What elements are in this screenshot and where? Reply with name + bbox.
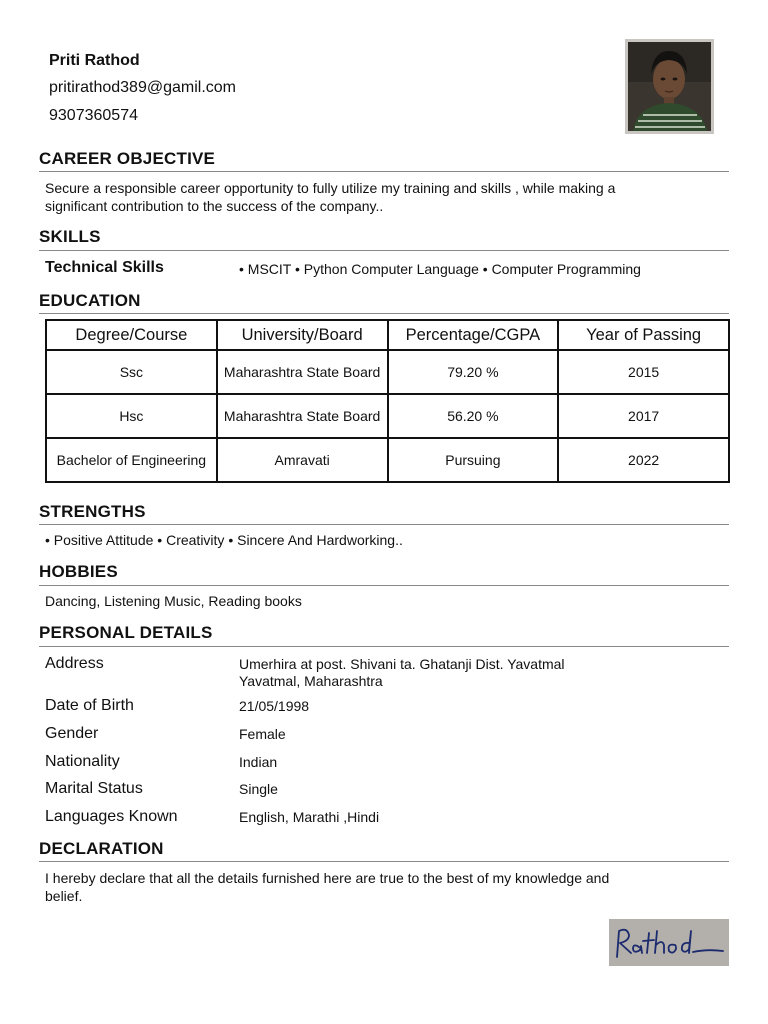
gender-label: Gender: [45, 725, 99, 742]
nationality-value: Indian: [239, 754, 278, 770]
profile-photo: [625, 39, 714, 134]
phone-number: 9307360574: [49, 107, 138, 124]
year-cell: 2017: [558, 394, 729, 438]
address-line: Yavatmal, Maharashtra: [239, 673, 383, 689]
signature-image: [609, 919, 729, 966]
marital-status-value: Single: [239, 781, 278, 797]
section-divider: [39, 171, 729, 172]
declaration-line: belief.: [45, 888, 83, 904]
table-row: [46, 394, 729, 438]
column-header-degree: Degree/Course: [46, 320, 217, 350]
table-row: [46, 438, 729, 482]
technical-skills-value: • MSCIT • Python Computer Language • Computer Programming: [239, 261, 641, 277]
email-address: pritirathod389@gamil.com: [49, 79, 236, 96]
address-label: Address: [45, 655, 104, 672]
table-row: [46, 350, 729, 394]
board-cell: Maharashtra State Board: [217, 394, 388, 438]
board-cell: Maharashtra State Board: [217, 350, 388, 394]
section-divider: [39, 585, 729, 586]
languages-value: English, Marathi ,Hindi: [239, 809, 380, 825]
technical-skills-label: Technical Skills: [45, 259, 164, 276]
table-header-row: [46, 320, 729, 350]
declaration-text: [45, 869, 715, 905]
percentage-cell: 79.20 %: [388, 350, 559, 394]
section-title-career-objective: CAREER OBJECTIVE: [39, 149, 216, 168]
address-value: [239, 656, 565, 690]
section-divider: [39, 313, 729, 314]
section-title-skills: SKILLS: [39, 227, 101, 246]
section-divider: [39, 524, 729, 525]
degree-cell: Bachelor of Engineering: [46, 438, 217, 482]
strengths-text: • Positive Attitude • Creativity • Sincere And Hardworking..: [45, 532, 403, 548]
dob-value: 21/05/1998: [239, 698, 310, 714]
section-title-declaration: DECLARATION: [39, 839, 164, 858]
gender-value: Female: [239, 726, 286, 742]
declaration-line: I hereby declare that all the details furnished here are true to the best of my knowledge and: [45, 870, 610, 886]
dob-label: Date of Birth: [45, 697, 134, 714]
year-cell: 2022: [558, 438, 729, 482]
year-cell: 2015: [558, 350, 729, 394]
column-header-board: University/Board: [217, 320, 388, 350]
address-line: Umerhira at post. Shivani ta. Ghatanji Dist. Yavatmal: [239, 656, 565, 672]
candidate-name: Priti Rathod: [49, 52, 140, 69]
percentage-cell: Pursuing: [388, 438, 559, 482]
section-title-education: EDUCATION: [39, 291, 141, 310]
percentage-cell: 56.20 %: [388, 394, 559, 438]
career-objective-line: Secure a responsible career opportunity to fully utilize my training and skills , while making a: [45, 180, 616, 196]
career-objective-text: [45, 179, 715, 215]
board-cell: Amravati: [217, 438, 388, 482]
languages-label: Languages Known: [45, 808, 178, 825]
section-divider: [39, 861, 729, 862]
section-title-hobbies: HOBBIES: [39, 562, 118, 581]
column-header-percentage: Percentage/CGPA: [388, 320, 559, 350]
marital-status-label: Marital Status: [45, 780, 143, 797]
section-title-strengths: STRENGTHS: [39, 502, 146, 521]
section-title-personal-details: PERSONAL DETAILS: [39, 623, 213, 642]
degree-cell: Ssc: [46, 350, 217, 394]
section-divider: [39, 646, 729, 647]
career-objective-line: significant contribution to the success of the company..: [45, 198, 384, 214]
column-header-year: Year of Passing: [558, 320, 729, 350]
education-table: [45, 319, 730, 483]
nationality-label: Nationality: [45, 753, 120, 770]
section-divider: [39, 250, 729, 251]
degree-cell: Hsc: [46, 394, 217, 438]
hobbies-text: Dancing, Listening Music, Reading books: [45, 593, 302, 609]
